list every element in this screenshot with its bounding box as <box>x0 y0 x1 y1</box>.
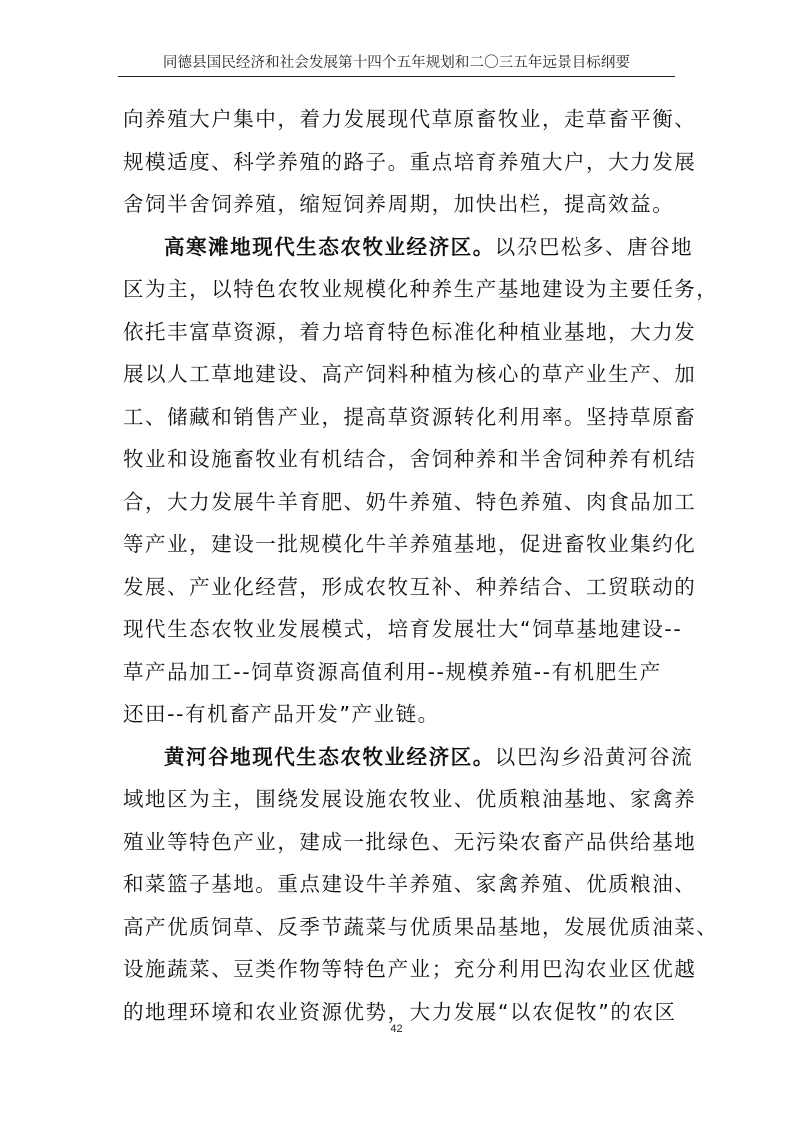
page-number: 42 <box>390 1023 403 1035</box>
text-run: 以尕巴松多、唐谷地 <box>494 234 694 259</box>
section-heading: 黄河谷地现代生态农牧业经济区。 <box>164 744 495 769</box>
text-line: 区为主，以特色农牧业规模化种养生产基地建设为主要任务， <box>123 277 719 301</box>
text-line: 设施蔬菜、豆类作物等特色产业；充分利用巴沟农业区优越 <box>123 957 697 981</box>
text-line: 发展、产业化经营，形成农牧互补、种养结合、工贸联动的 <box>123 574 697 599</box>
body-text <box>123 98 719 1033</box>
text-line: 向养殖大户集中，着力发展现代草原畜牧业，走草畜平衡、 <box>123 107 697 131</box>
section-heading: 高寒滩地现代生态农牧业经济区。 <box>164 234 495 259</box>
text-line: 等产业，建设一批规模化牛羊养殖基地，促进畜牧业集约化 <box>123 532 697 556</box>
text-line: 的地理环境和农业资源优势，大力发展“以农促牧”的农区 <box>123 999 677 1024</box>
text-line: 工、储藏和销售产业，提高草资源转化利用率。坚持草原畜 <box>123 404 697 429</box>
text-line: 展以人工草地建设、高产饲料种植为核心的草产业生产、加 <box>123 362 697 386</box>
text-line: 舍饲半舍饲养殖，缩短饲养周期，加快出栏，提高效益。 <box>123 192 675 216</box>
paragraph-first-line <box>123 226 694 269</box>
running-header: 同德县国民经济和社会发展第十四个五年规划和二〇三五年远景目标纲要 <box>162 55 631 71</box>
text-line: 依托丰富草资源，着力培育特色标准化种植业基地，大力发 <box>123 319 697 344</box>
text-line: 还田--有机畜产品开发”产业链。 <box>123 702 440 726</box>
text-line: 草产品加工--饲草资源高值利用--规模养殖--有机肥生产 <box>123 659 662 684</box>
header-rule <box>118 76 675 77</box>
text-line: 现代生态农牧业发展模式，培育发展壮大“饲草基地建设-- <box>123 617 683 641</box>
paragraph-first-line <box>123 736 694 779</box>
text-run: 以巴沟乡沿黄河谷流 <box>494 744 694 769</box>
text-line: 高产优质饲草、反季节蔬菜与优质果品基地，发展优质油菜、 <box>123 914 719 939</box>
text-line: 和菜篮子基地。重点建设牛羊养殖、家禽养殖、优质粮油、 <box>123 872 697 896</box>
text-line: 域地区为主，围绕发展设施农牧业、优质粮油基地、家禽养 <box>123 787 697 811</box>
text-line: 殖业等特色产业，建成一批绿色、无污染农畜产品供给基地 <box>123 829 697 854</box>
text-line: 规模适度、科学养殖的路子。重点培育养殖大户，大力发展 <box>123 149 697 174</box>
text-line: 合，大力发展牛羊育肥、奶牛养殖、特色养殖、肉食品加工 <box>123 489 697 514</box>
text-line: 牧业和设施畜牧业有机结合，舍饲种养和半舍饲种养有机结 <box>123 447 697 471</box>
